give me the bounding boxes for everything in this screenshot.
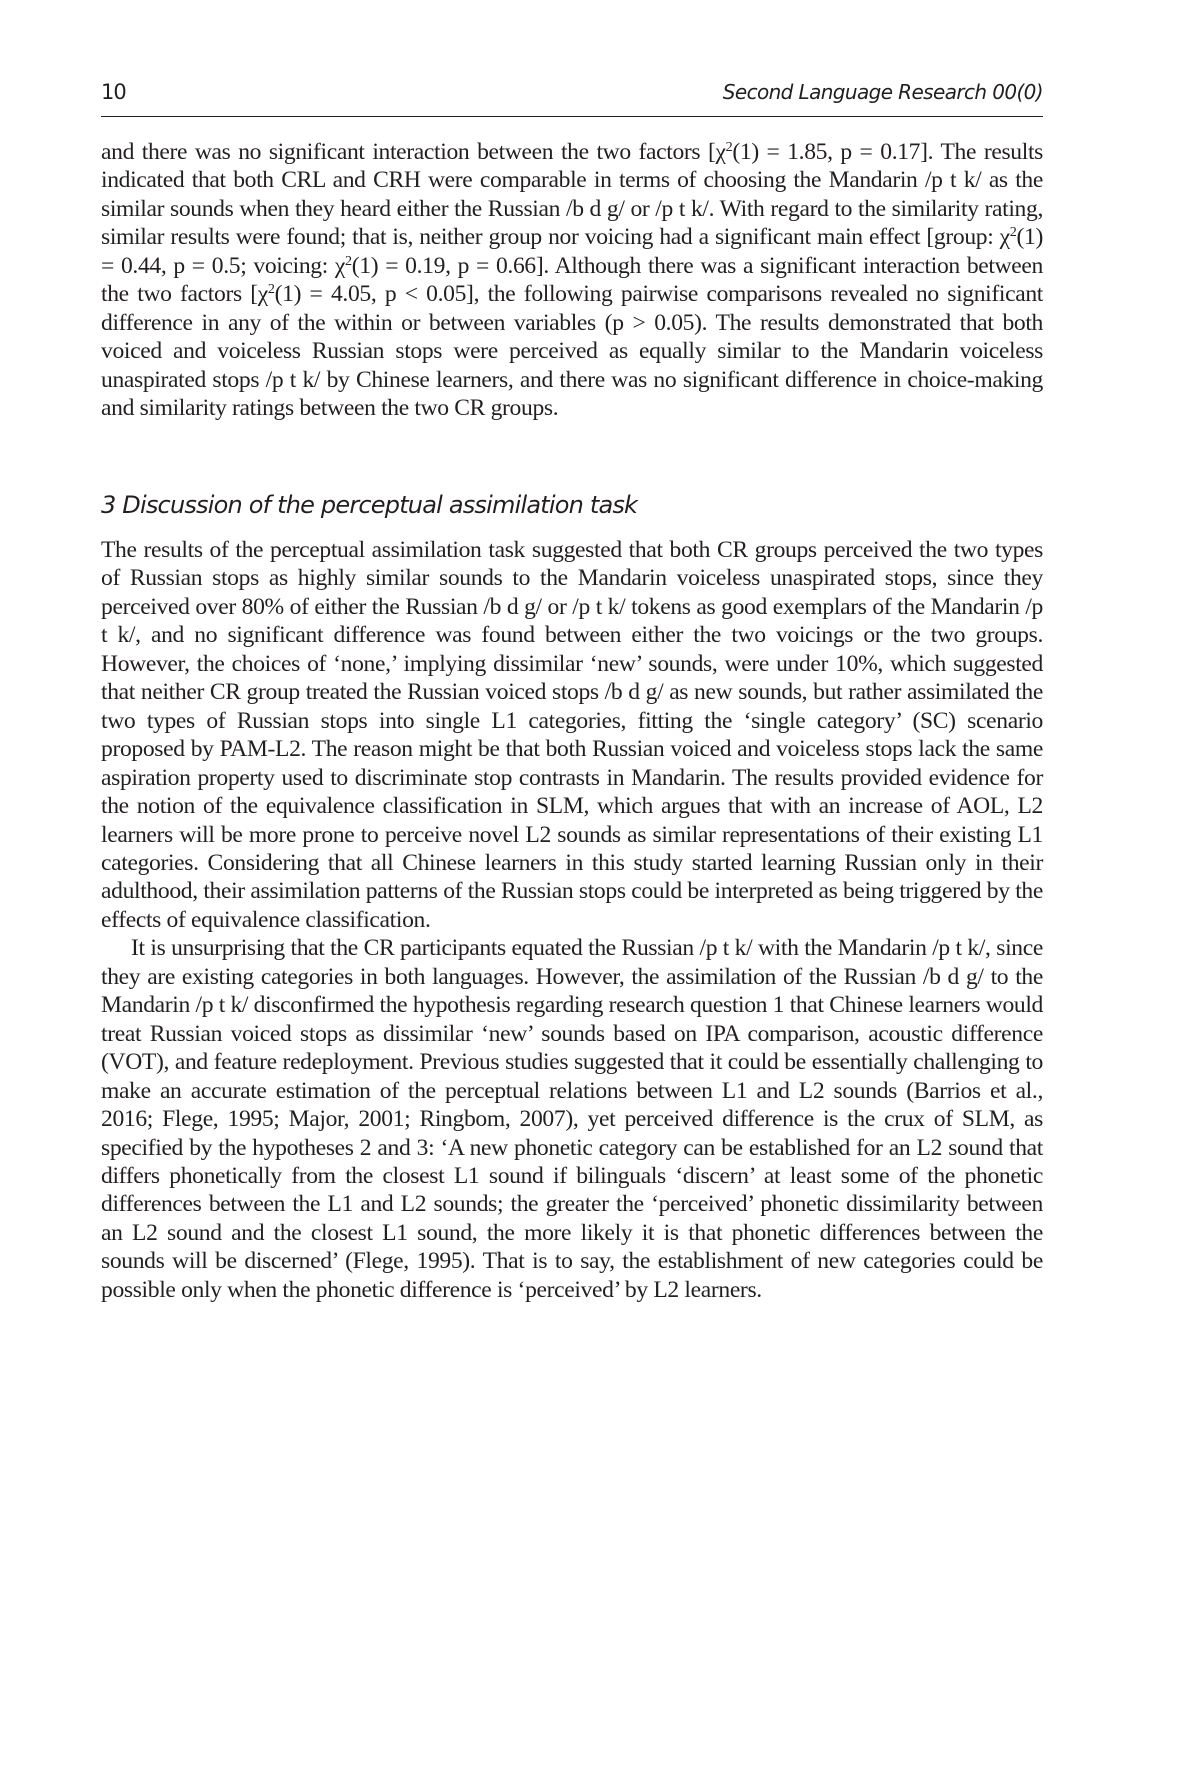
- superscript: 2: [1009, 224, 1017, 241]
- superscript: 2: [267, 281, 275, 298]
- running-head: [101, 80, 1043, 117]
- superscript: 2: [345, 253, 352, 270]
- superscript: 2: [725, 139, 733, 156]
- section-heading: 3 Discussion of the perceptual assimilation task: [101, 491, 638, 519]
- text-run: and there was no significant interaction between the two factors [χ: [101, 139, 726, 165]
- discussion-body: [101, 536, 1043, 1304]
- paragraph-discussion-1: The results of the perceptual assimilation task suggested that both CR groups perceived the two types of Russian stops as highly similar sounds to the Mandarin voiceless unaspirated stops, since they perceived over 80% of either the Russian /b d g/ or /p t k/ tokens as good exemplars of the Mandarin /p t k/, and no significant difference was found between either the two voicings or the two groups. However, the choices of ‘none,’ implying dissimilar ‘new’ sounds, were under 10%, which suggested that neither CR group treated the Russian voiced stops /b d g/ as new sounds, but rather assimilated the two types of Russian stops into single L1 categories, fitting the ‘single category’ (SC) scenario proposed by PAM-L2. The reason might be that both Russian voiced and voiceless stops lack the same aspiration property used to discriminate stop contrasts in Mandarin. The results provided evidence for the notion of the equivalence classification in SLM, which argues that with an increase of AOL, L2 learners will be more prone to perceive novel L2 sounds as similar representations of their existing L1 categories. Considering that all Chinese learners in this study started learning Russian only in their adulthood, their assimilation patterns of the Russian stops could be interpreted as being triggered by the effects of equivalence classification.: [101, 537, 1043, 933]
- page-number: 10: [101, 80, 126, 104]
- text-run: (1) = 1.85, p = 0.17]. The results indicated that both CRL and CRH were comparable in terms of choosing the Mandarin /p t k/ as the similar sounds when they heard either the Russian /b d g/ or /p t k/. With regard to the similarity rating, similar results were found; that is, neither group nor voicing had a significant main effect [group: χ: [101, 139, 1043, 251]
- text-run: (1) = 0.44, p = 0.5; voicing: χ: [101, 224, 1043, 279]
- paragraph-discussion-2: It is unsurprising that the CR participants equated the Russian /p t k/ with the Mandarin /p t k/, since they are existing categories in both languages. However, the assimilation of the Russian /b d g/ to the Mandarin /p t k/ disconfirmed the hypothesis regarding research question 1 that Chinese learners would treat Russian voiced stops as dissimilar ‘new’ sounds based on IPA comparison, acoustic difference (VOT), and feature redeployment. Previous studies suggested that it could be essentially challenging to make an accurate estimation of the perceptual relations between L1 and L2 sounds (Barrios et al., 2016; Flege, 1995; Major, 2001; Ringbom, 2007), yet perceived difference is the crux of SLM, as specified by the hypotheses 2 and 3: ‘A new phonetic category can be established for an L2 sound that differs phonetically from the closest L1 sound if bilinguals ‘discern’ at least some of the phonetic differences between the L1 and L2 sounds; the greater the ‘perceived’ phonetic dissimilarity between an L2 sound and the closest L1 sound, the more likely it is that phonetic differences between the sounds will be discerned’ (Flege, 1995). That is to say, the establishment of new categories could be possible only when the phonetic difference is ‘perceived’ by L2 learners.: [101, 935, 1043, 1303]
- journal-title: Second Language Research 00(0): [722, 80, 1043, 104]
- paragraph-results-continued: [101, 138, 1043, 423]
- text-run: (1) = 0.19, p = 0.66]. Although there was a significant interaction between the two factors [χ: [101, 252, 1043, 308]
- text-run: (1) = 4.05, p < 0.05], the following pairwise comparisons revealed no significant difference in any of the within or between variables (p > 0.05). The results demonstrated that both voiced and voiceless Russian stops were perceived as equally similar to the Mandarin voiceless unaspirated stops /p t k/ by Chinese learners, and there was no significant difference in choice-making and similarity ratings between the two CR groups.: [101, 281, 1043, 422]
